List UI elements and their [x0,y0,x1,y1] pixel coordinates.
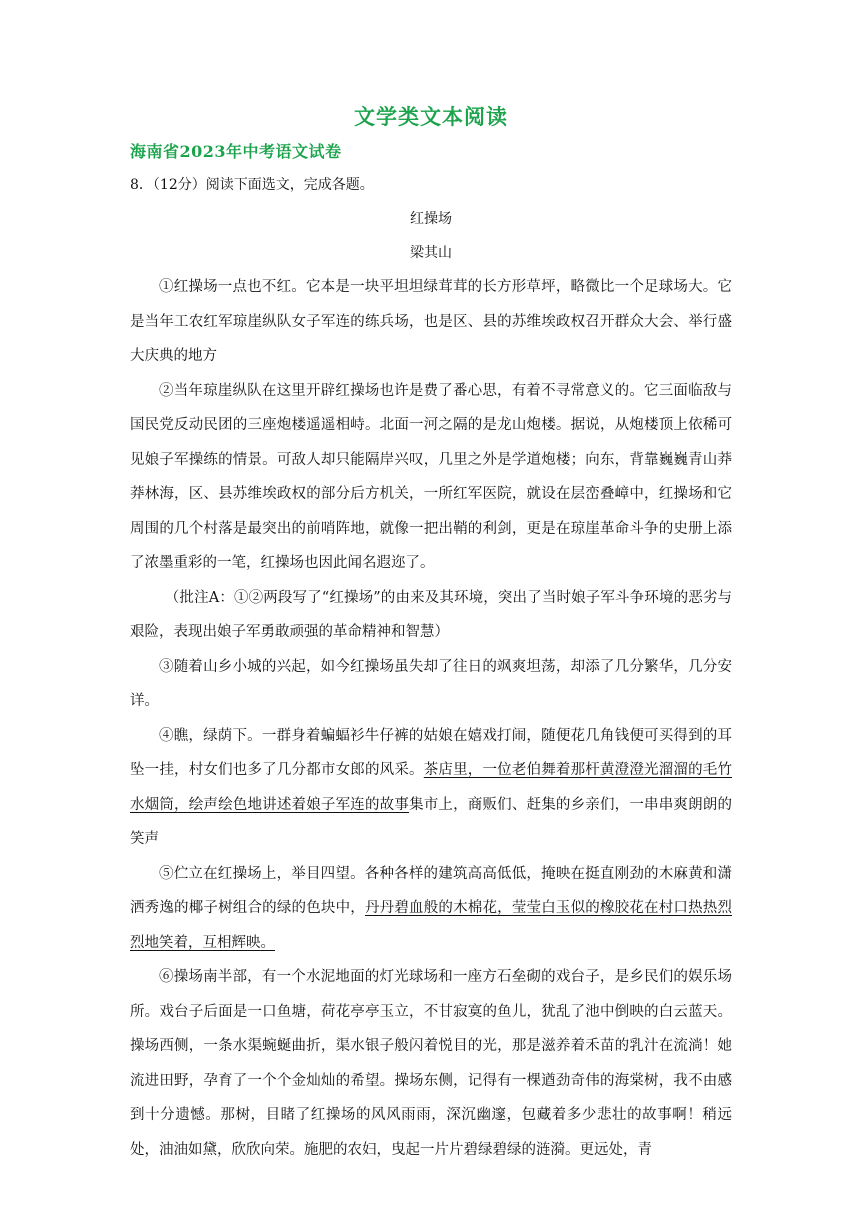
paragraph-4 [130,719,732,857]
paragraph-5 [130,857,732,961]
article-title: 红操场 [410,211,452,227]
paragraph-4-underlined-sentence: 茶店里，一位老伯舞着那杆黄澄澄光溜溜的毛竹水烟筒，绘声绘色地讲述着娘子军连的故事 [130,762,732,813]
question-stem: 8．（12分）阅读下面选文，完成各题。 [130,177,374,193]
paragraph-4-text-tail: 集市上，商贩们、赶集的乡亲们，一串串爽朗朗的笑声 [130,796,732,847]
annotation-a: （批注A：①②两段写了“红操场”的由来及其环境，突出了当时娘子军斗争环境的恶劣与艰险，表现出娘子军勇敢顽强的革命精神和智慧） [130,589,732,640]
paragraph-5-text: ⑤伫立在红操场上，举目四望。各种各样的建筑高高低低，掩映在挺直刚劲的木麻黄和潇洒秀逸的椰子树组合的绿的色块中， [130,865,732,916]
article-author: 梁其山 [410,245,452,261]
paragraph-4-text: ④瞧，绿荫下。一群身着蝙蝠衫牛仔裤的姑娘在嬉戏打闹，随便花几角钱便可买得到的耳坠一挂，村女们也多了几分都市女郎的风采。 [130,727,732,778]
section-title: 文学类文本阅读 [354,104,508,129]
document-page [130,100,732,1167]
paragraph-1: ①红操场一点也不红。它本是一块平坦坦绿茸茸的长方形草坪，略微比一个足球场大。它是当年工农红军琼崖纵队女子军连的练兵场，也是区、县的苏维埃政权召开群众大会、举行盛大庆典的地方 [130,279,732,364]
paragraph-5-underlined-sentence: 丹丹碧血般的木棉花，莹莹白玉似的橡胶花在村口热热烈烈地笑着，互相辉映。 [130,900,732,951]
paragraph-2: ②当年琼崖纵队在这里开辟红操场也许是费了番心思，有着不寻常意义的。它三面临敌与国民党反动民团的三座炮楼遥遥相峙。北面一河之隔的是龙山炮楼。据说，从炮楼顶上依稀可见娘子军操练的情景。可敌人却只能隔岸兴叹，几里之外是学道炮楼；向东，背靠巍巍青山莽莽林海，区、县苏维埃政权的部分后方机关，一所红军医院，就设在层峦叠嶂中，红操场和它周围的几个村落是最突出的前哨阵地，就像一把出鞘的利剑，更是在琼崖革命斗争的史册上添了浓墨重彩的一笔，红操场也因此闻名遐迩了。 [130,382,732,571]
paragraph-3: ③随着山乡小城的兴起，如今红操场虽失却了往日的飒爽坦荡，却添了几分繁华，几分安详。 [130,658,732,709]
exam-source: 海南省2023年中考语文试卷 [130,142,342,161]
paragraph-6: ⑥操场南半部，有一个水泥地面的灯光球场和一座方石垒砌的戏台子，是乡民们的娱乐场所。戏台子后面是一口鱼塘，荷花亭亭玉立，不甘寂寞的鱼儿，犹乱了池中倒映的白云蓝天。操场西侧，一条水渠蜿蜒曲折，渠水银子般闪着悦目的光，那是滋养着禾苗的乳汁在流淌！她流进田野，孕育了一个个金灿灿的希望。操场东侧，记得有一棵遒劲奇伟的海棠树，我不由感到十分遗憾。那树，目睹了红操场的风风雨雨，深沉幽邃，包藏着多少悲壮的故事啊！稍远处，油油如黛，欣欣向荣。施肥的农妇，曳起一片片碧绿碧绿的涟漪。更远处，青 [130,969,732,1158]
